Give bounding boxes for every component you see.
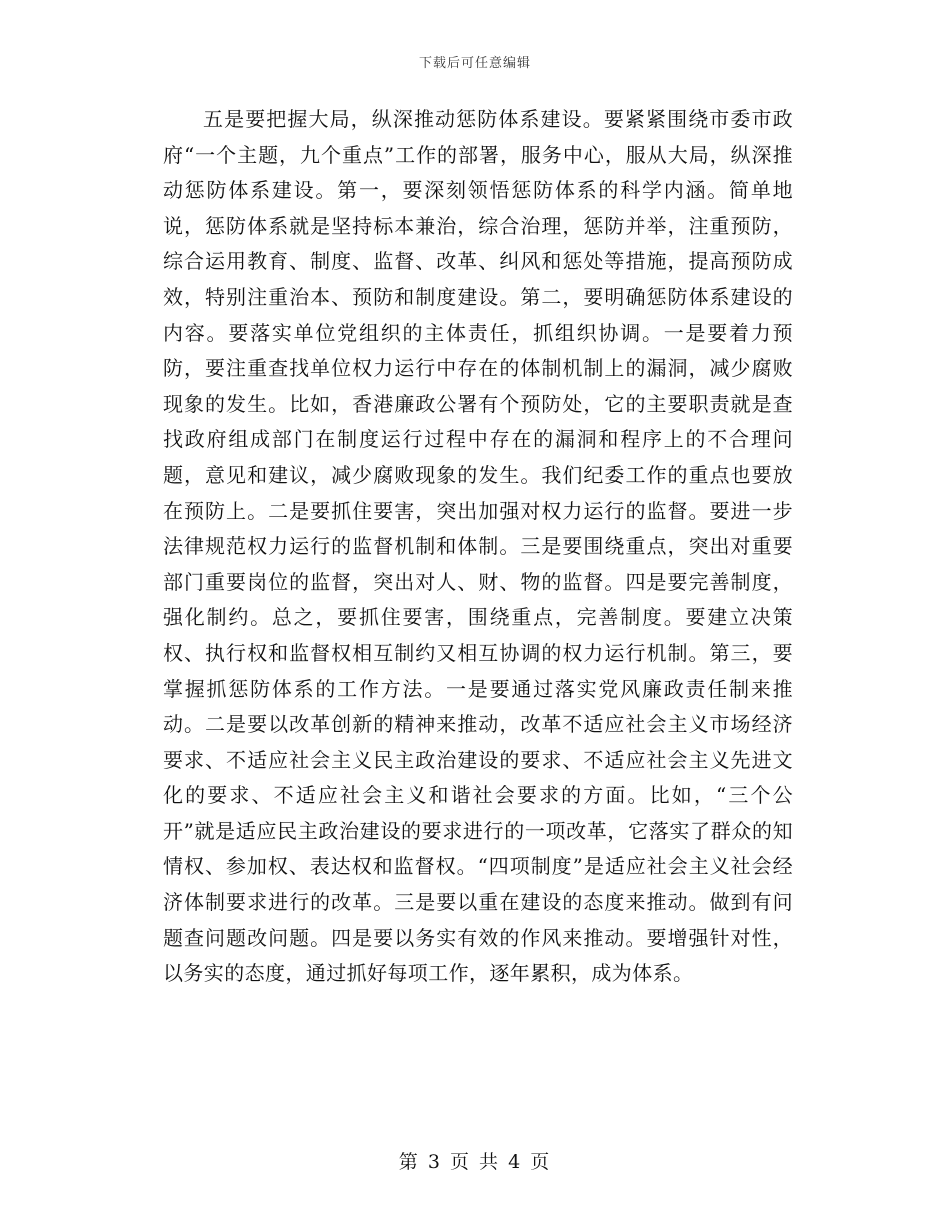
footer-suffix: 页 — [530, 1151, 552, 1173]
page-footer — [0, 1147, 950, 1174]
body-paragraph: 五是要把握大局，纵深推动惩防体系建设。要紧紧围绕市委市政府“一个主题，九个重点”工作的部署，服务中心，服从大局，纵深推动惩防体系建设。第一，要深刻领悟惩防体系的科学内涵。简单地说，惩防体系就是坚持标本兼治，综合治理，惩防并举，注重预防，综合运用教育、制度、监督、改革、纠风和惩处等措施，提高预防成效，特别注重治本、预防和制度建设。第二，要明确惩防体系建设的内容。要落实单位党组织的主体责任，抓组织协调。一是要着力预防，要注重查找单位权力运行中存在的体制机制上的漏洞，减少腐败现象的发生。比如，香港廉政公署有个预防处，它的主要职责就是查找政府组成部门在制度运行过程中存在的漏洞和程序上的不合理问题，意见和建议，减少腐败现象的发生。我们纪委工作的重点也要放在预防上。二是要抓住要害，突出加强对权力运行的监督。要进一步法律规范权力运行的监督机制和体制。三是要围绕重点，突出对重要部门重要岗位的监督，突出对人、财、物的监督。四是要完善制度，强化制约。总之，要抓住要害，围绕重点，完善制度。要建立决策权、执行权和监督权相互制约又相互协调的权力运行机制。第三，要掌握抓惩防体系的工作方法。一是要通过落实党风廉政责任制来推动。二是要以改革创新的精神来推动，改革不适应社会主义市场经济要求、不适应社会主义民主政治建设的要求、不适应社会主义先进文化的要求、不适应社会主义和谐社会要求的方面。比如，“三个公开”就是适应民主政治建设的要求进行的一项改革，它落实了群众的知情权、参加权、表达权和监督权。“四项制度”是适应社会主义社会经济体制要求进行的改革。三是要以重在建设的态度来推动。做到有问题查问题改问题。四是要以务实有效的作风来推动。要增强针对性，以务实的态度，通过抓好每项工作，逐年累积，成为体系。 — [163, 107, 793, 986]
footer-middle: 页 共 — [449, 1151, 501, 1173]
footer-current-page: 3 — [427, 1151, 442, 1173]
footer-prefix: 第 — [398, 1151, 420, 1173]
page-header-note: 下载后可任意编辑 — [418, 56, 531, 71]
footer-total-pages: 4 — [508, 1151, 523, 1173]
